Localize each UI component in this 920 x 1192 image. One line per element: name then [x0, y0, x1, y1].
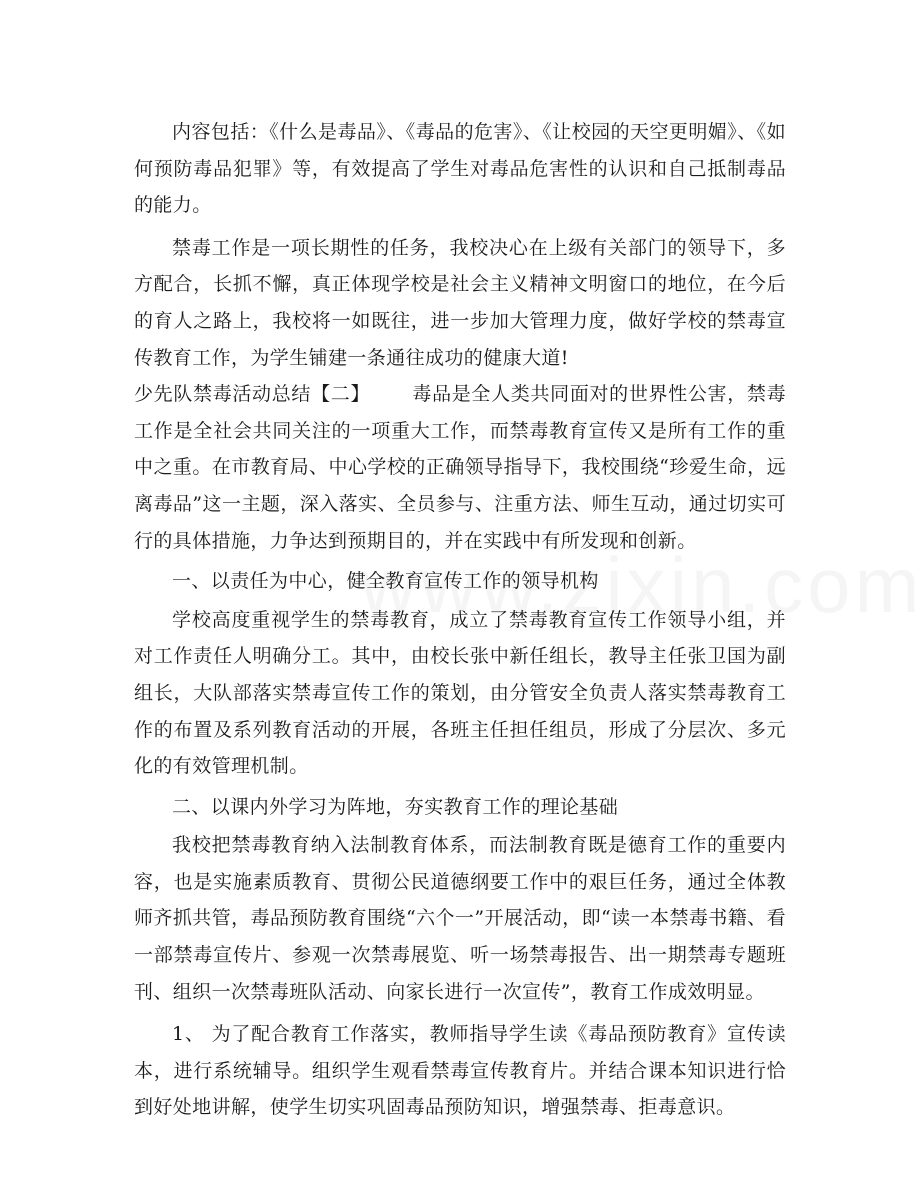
paragraph-item-one: 1、 为了配合教育工作落实，教师指导学生读《毒品预防教育》宣传读本，进行系统辅导。组织学生观看禁毒宣传教育片。并结合课本知识进行恰到好处地讲解，使学生切实巩固毒品预防知识，增强禁毒、拒毒意识。 [134, 1023, 786, 1119]
paragraph-legal-education: 我校把禁毒教育纳入法制教育体系，而法制教育既是德育工作的重要内容，也是实施素质教育、贯彻公民道德纲要工作中的艰巨任务，通过全体教师齐抓共管，毒品预防教育围绕“六个一”开展活动，即“读一本禁毒书籍、看一部禁毒宣传片、参观一次禁毒展览、听一场禁毒报告、出一期禁毒专题班刊、组织一次禁毒班队活动、向家长进行一次宣传”，教育工作成效明显。 [134, 834, 786, 1003]
section-intro-text: 毒品是全人类共同面对的世界性公害，禁毒工作是全社会共同关注的一项重大工作，而禁毒教育宣传又是所有工作的重中之重。在市教育局、中心学校的正确领导指导下，我校围绕“珍爱生命，远离毒品”这一主题，深入落实、全员参与、注重方法、师生互动，通过切实可行的具体措施，力争达到预期目的，并在实践中有所发现和创新。 [134, 383, 786, 552]
paragraph-section-two-intro [134, 376, 786, 559]
subheading-responsibility: 一、以责任为中心，健全教育宣传工作的领导机构 [172, 570, 599, 593]
subheading-learning: 二、以课内外学习为阵地，夯实教育工作的理论基础 [172, 795, 619, 818]
paragraph-contents-list: 内容包括：《什么是毒品》、《毒品的危害》、《让校园的天空更明媚》、《如何预防毒品犯罪》等，有效提高了学生对毒品危害性的认识和自己抵制毒品的能力。 [134, 121, 786, 217]
paragraph-conclusion: 禁毒工作是一项长期性的任务，我校决心在上级有关部门的领导下，多方配合，长抓不懈，真正体现学校是社会主义精神文明窗口的地位，在今后的育人之路上，我校将一如既往，进一步加大管理力度，做好学校的禁毒宣传教育工作，为学生铺建一条通往成功的健康大道! [134, 236, 786, 369]
document-body [134, 114, 786, 1126]
section-heading: 少先队禁毒活动总结【二】 [134, 383, 371, 406]
paragraph-leadership: 学校高度重视学生的禁毒教育，成立了禁毒教育宣传工作领导小组，并对工作责任人明确分工。其中，由校长张中新任组长，教导主任张卫国为副组长，大队部落实禁毒宣传工作的策划，由分管安全负责人落实禁毒教育工作的布置及系列教育活动的开展，各班主任担任组员，形成了分层次、多元化的有效管理机制。 [134, 608, 786, 778]
